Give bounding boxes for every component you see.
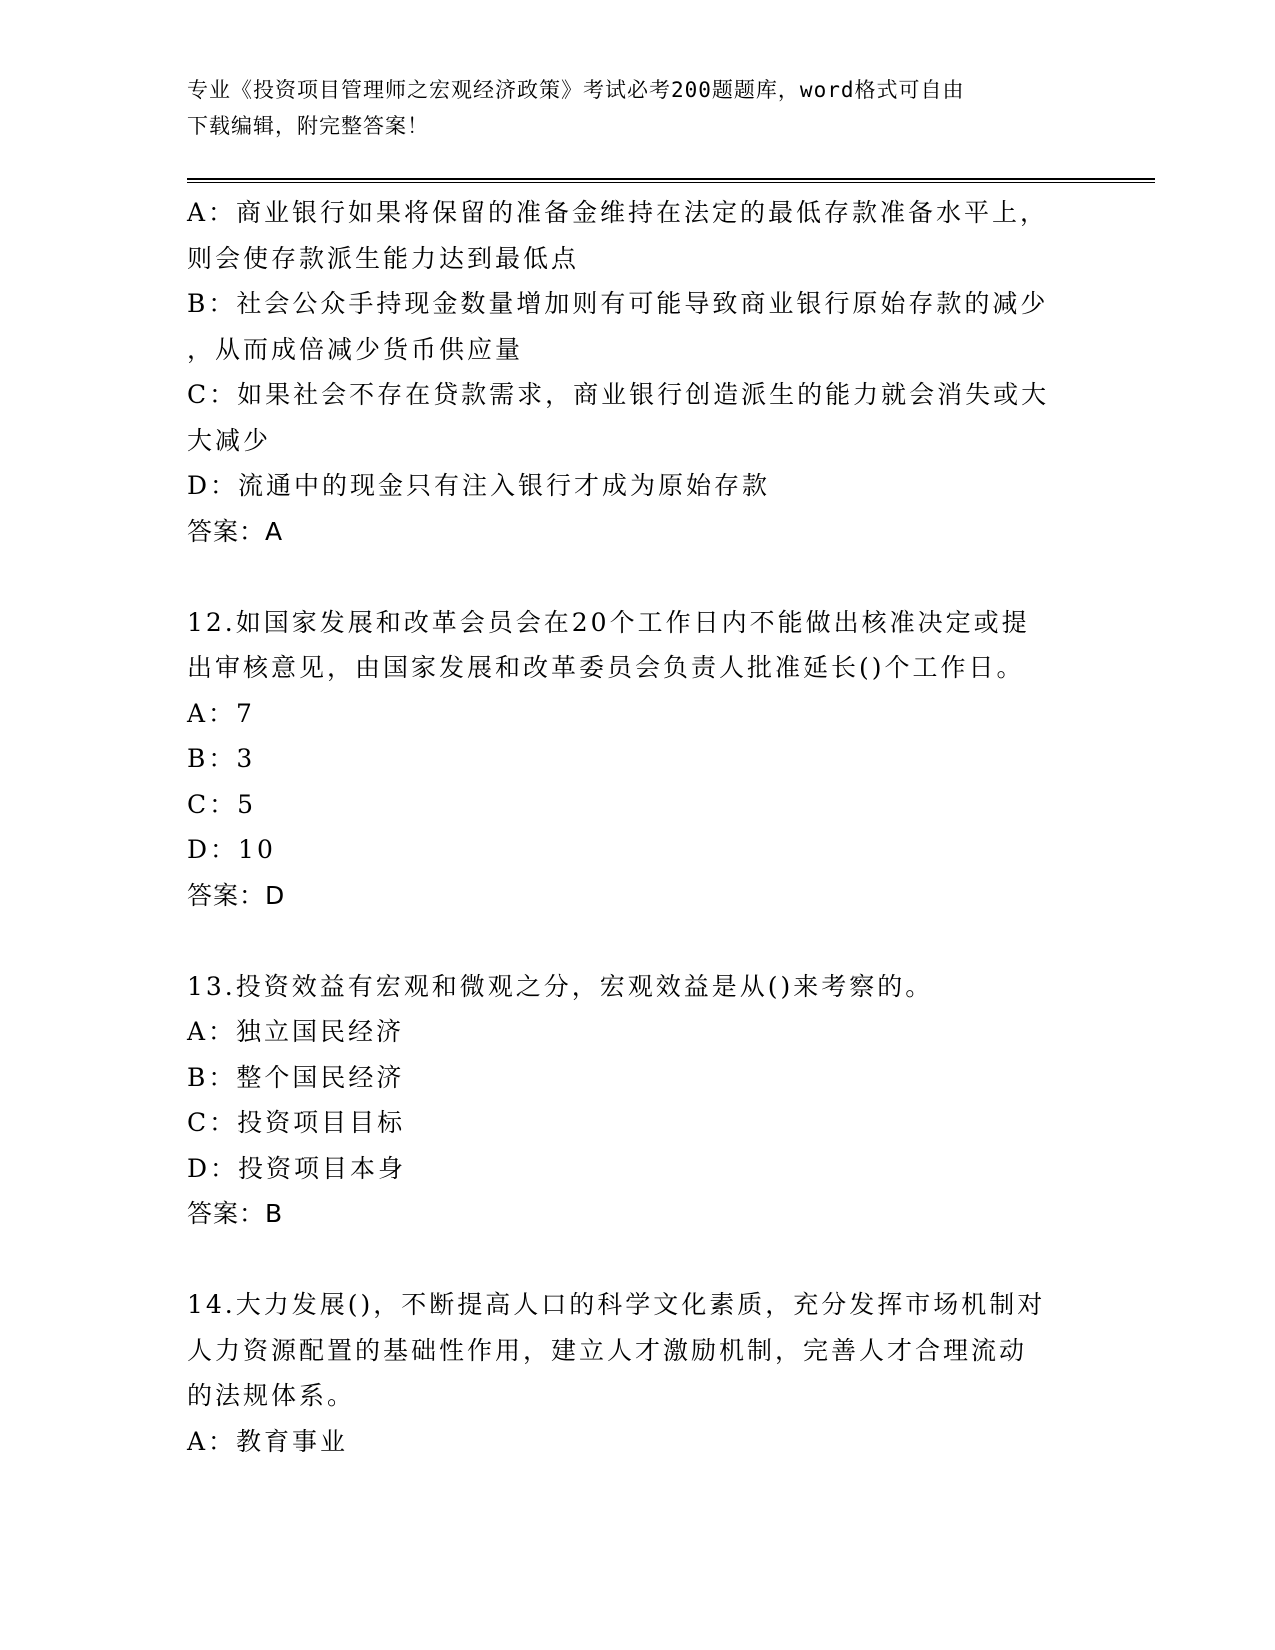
header-line-1: 专业《投资项目管理师之宏观经济政策》考试必考200题题库，word格式可自由	[187, 78, 965, 102]
question-13	[187, 964, 1077, 1237]
header-divider	[187, 178, 1155, 183]
question-text-line-1: 12.如国家发展和改革会员会在20个工作日内不能做出核准决定或提	[187, 607, 1030, 637]
question-spacer	[187, 918, 1077, 964]
question-text-line-3: 的法规体系。	[187, 1381, 356, 1410]
option-a: A：教育事业	[187, 1426, 349, 1456]
option-d: D：流通中的现金只有注入银行才成为原始存款	[187, 471, 771, 500]
answer: 答案：A	[187, 516, 284, 546]
header-line-2: 下载编辑，附完整答案！	[187, 114, 429, 138]
question-14	[187, 1282, 1077, 1464]
option-d: D：10	[187, 835, 276, 864]
answer: 答案：D	[187, 880, 286, 910]
question-11	[187, 190, 1077, 554]
option-c: C：投资项目目标	[187, 1108, 406, 1137]
option-a: A：独立国民经济	[187, 1017, 405, 1046]
option-d: D：投资项目本身	[187, 1153, 407, 1183]
question-spacer	[187, 1237, 1077, 1283]
option-a: A：7	[187, 698, 255, 728]
question-list	[187, 190, 1077, 1464]
option-a-line-2: 则会使存款派生能力达到最低点	[187, 243, 580, 273]
option-c-line-1: C：如果社会不存在贷款需求，商业银行创造派生的能力就会消失或大	[187, 380, 1050, 409]
option-a-line-1: A：商业银行如果将保留的准备金维持在法定的最低存款准备水平上，	[187, 198, 1049, 227]
option-b-line-1: B：社会公众手持现金数量增加则有可能导致商业银行原始存款的减少	[187, 289, 1049, 318]
question-text-line-1: 14.大力发展()，不断提高人口的科学文化素质，充分发挥市场机制对	[187, 1290, 1046, 1319]
document-header	[187, 72, 1087, 144]
question-text-line-2: 人力资源配置的基础性作用，建立人才激励机制，完善人才合理流动	[187, 1335, 1028, 1365]
option-b: B：3	[187, 744, 256, 773]
answer: 答案：B	[187, 1199, 284, 1228]
question-12	[187, 600, 1077, 919]
option-c: C：5	[187, 789, 257, 819]
question-text-line-1: 13.投资效益有宏观和微观之分，宏观效益是从()来考察的。	[187, 971, 934, 1001]
option-c-line-2: 大减少	[187, 425, 272, 455]
option-b-line-2: ，从而成倍减少货币供应量	[187, 334, 524, 364]
question-text-line-2: 出审核意见，由国家发展和改革委员会负责人批准延长()个工作日。	[187, 653, 1025, 682]
option-b: B：整个国民经济	[187, 1062, 405, 1092]
question-spacer	[187, 554, 1077, 600]
